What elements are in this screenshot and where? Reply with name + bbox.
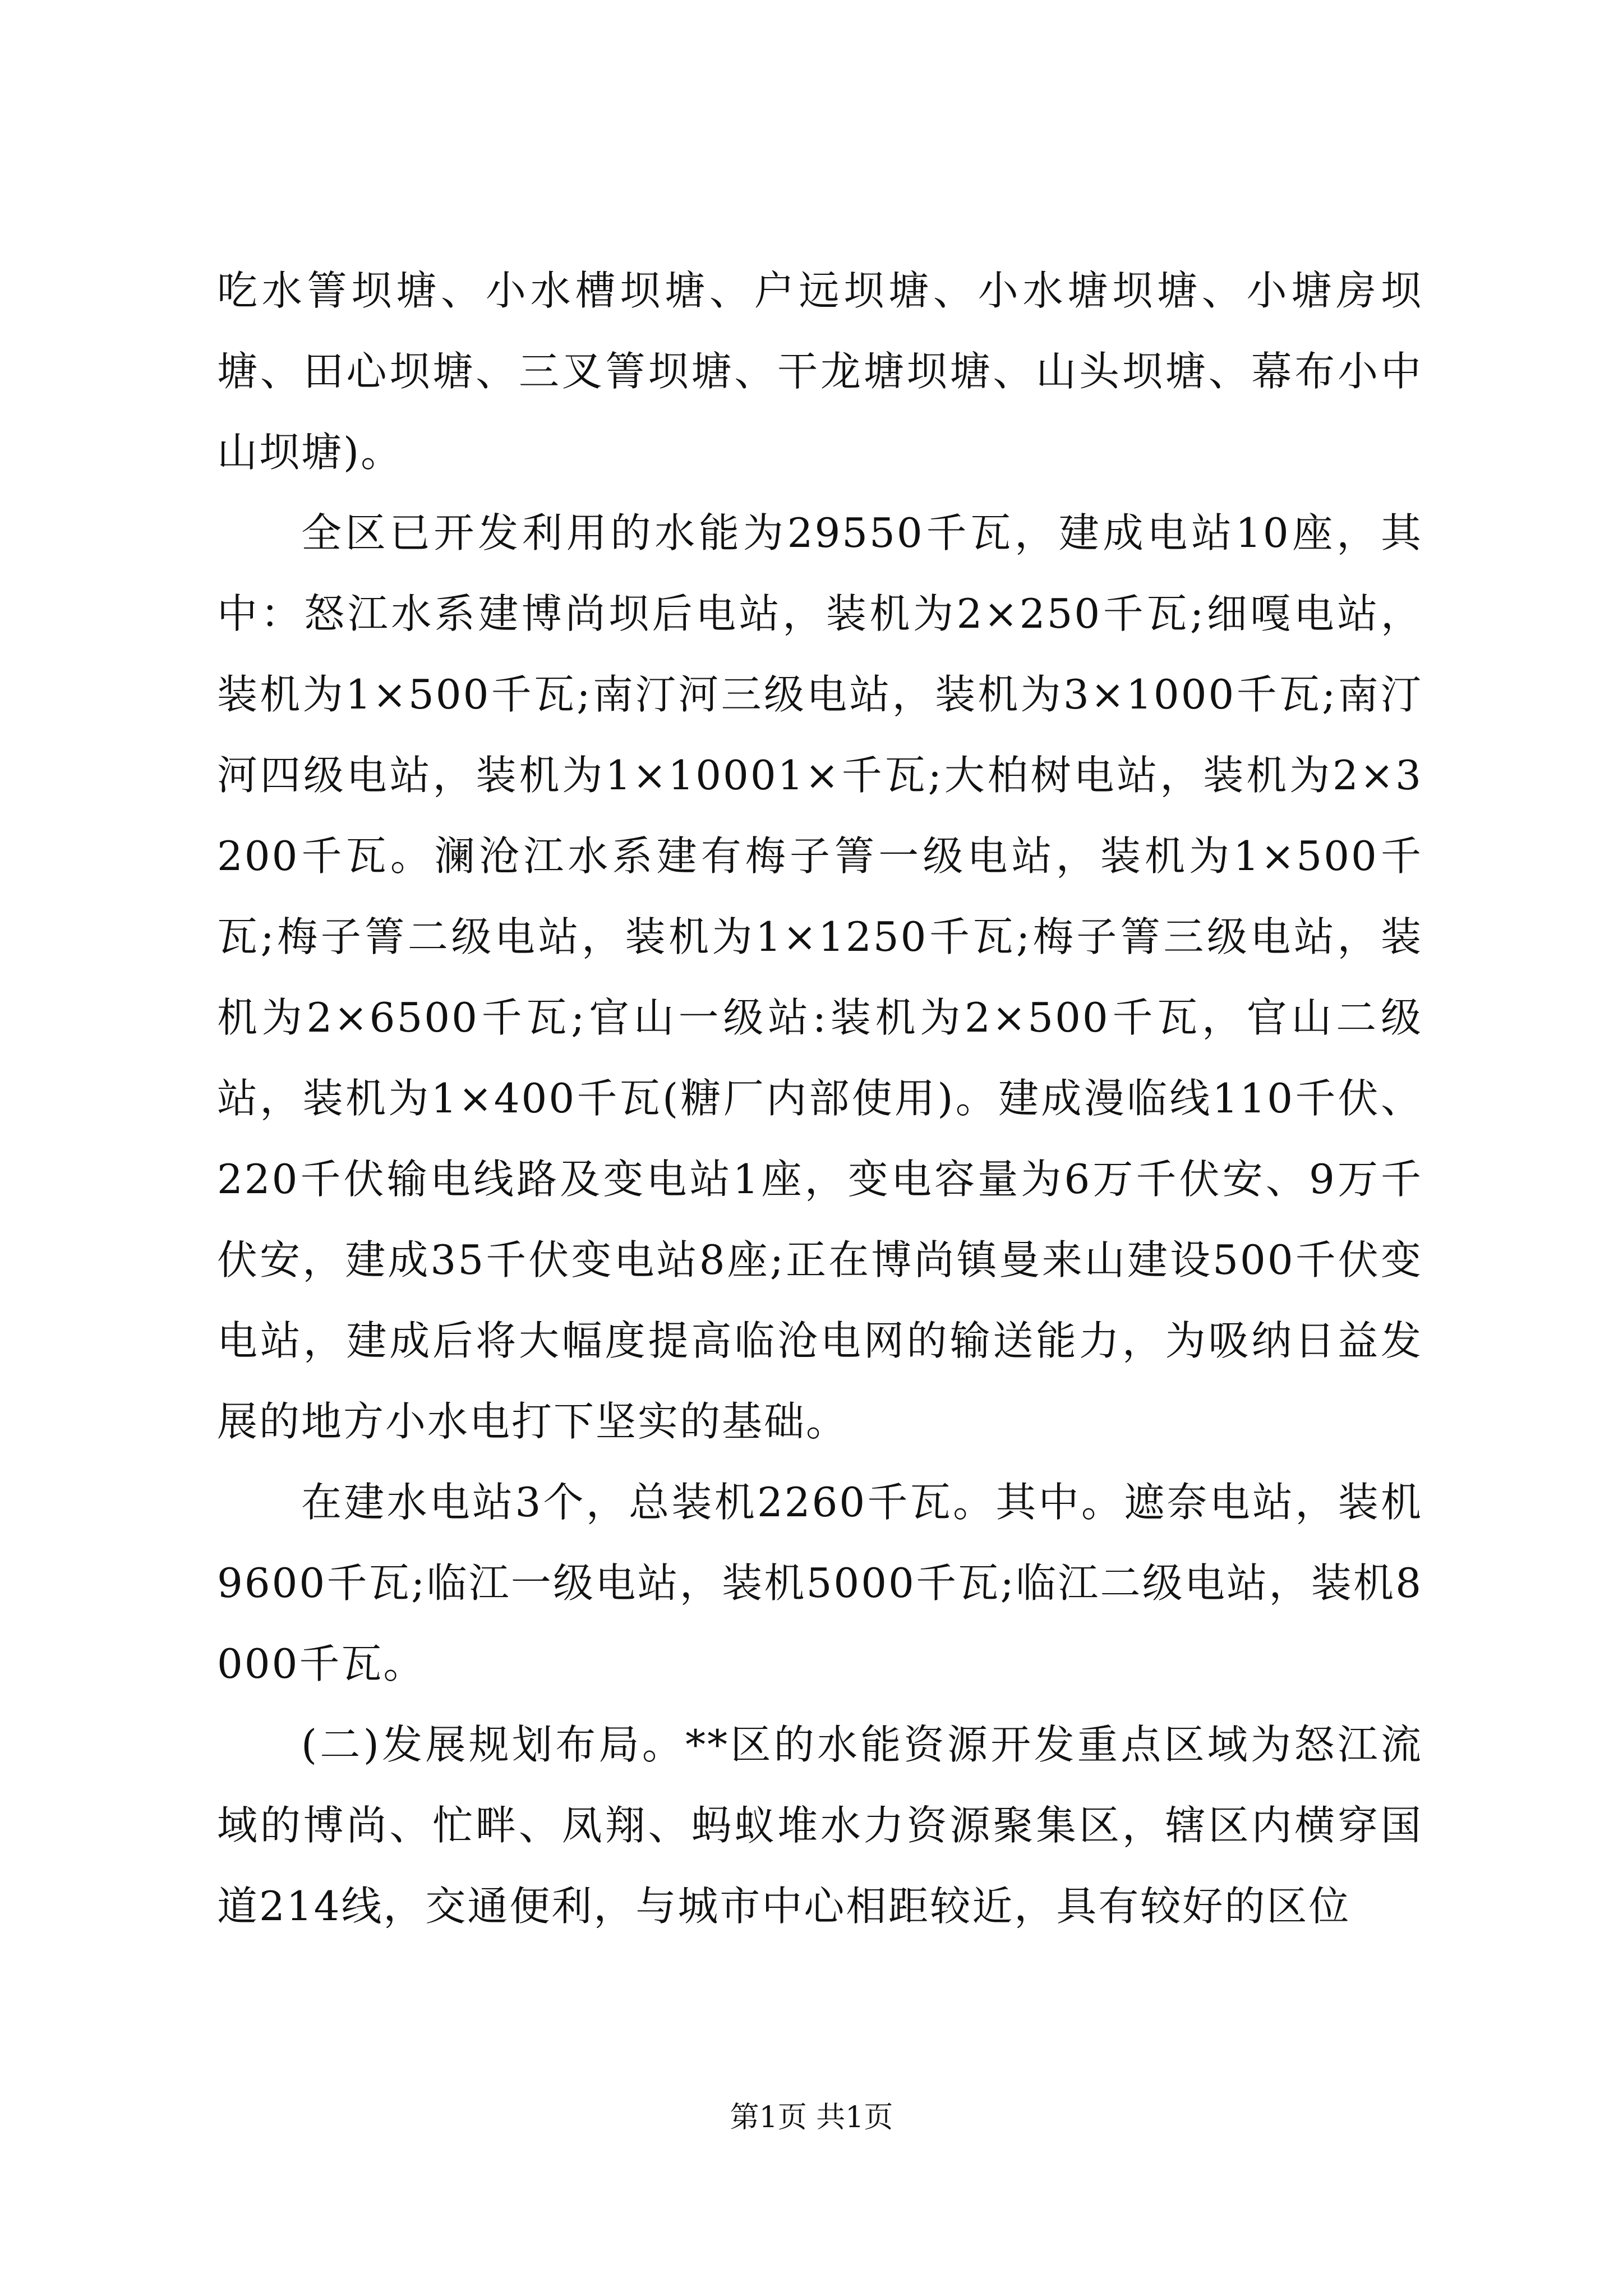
paragraph-1: 吃水箐坝塘、小水槽坝塘、户远坝塘、小水塘坝塘、小塘房坝塘、田心坝塘、三叉箐坝塘、干龙塘坝塘、山头坝塘、幕布小中山坝塘)。 [217, 267, 1423, 476]
paragraph-2: 全区已开发利用的水能为29550千瓦，建成电站10座，其中：怒江水系建博尚坝后电站，装机为2×250千瓦;细嘎电站，装机为1×500千瓦;南汀河三级电站，装机为3×1000千瓦;南汀河四级电站，装机为1×10001×千瓦;大柏树电站，装机为2×3200千瓦。澜沧江水系建有梅子箐一级电站，装机为1×500千瓦;梅子箐二级电站，装机为1×1250千瓦;梅子箐三级电站，装机为2×6500千瓦;官山一级站:装机为2×500千瓦，官山二级站，装机为1×400千瓦(糖厂内部使用)。建成漫临线110千伏、220千伏输电线路及变电站1座，变电容量为6万千伏安、9万千伏安，建成35千伏变电站8座;正在博尚镇曼来山建设500千伏变电站，建成后将大幅度提高临沧电网的输送能力，为吸纳日益发展的地方小水电打下坚实的基础。 [217, 509, 1423, 1445]
document-body [217, 250, 1423, 1947]
paragraph-4: (二)发展规划布局。**区的水能资源开发重点区域为怒江流域的博尚、忙畔、凤翔、蚂蚁堆水力资源聚集区，辖区内横穿国道214线，交通便利，与城市中心相距较近，具有较好的区位 [217, 1721, 1423, 1930]
page-footer: 第1页 共1页 [730, 2101, 893, 2134]
paragraph-3: 在建水电站3个，总装机2260千瓦。其中。遮奈电站，装机9600千瓦;临江一级电站，装机5000千瓦;临江二级电站，装机8000千瓦。 [217, 1479, 1423, 1687]
